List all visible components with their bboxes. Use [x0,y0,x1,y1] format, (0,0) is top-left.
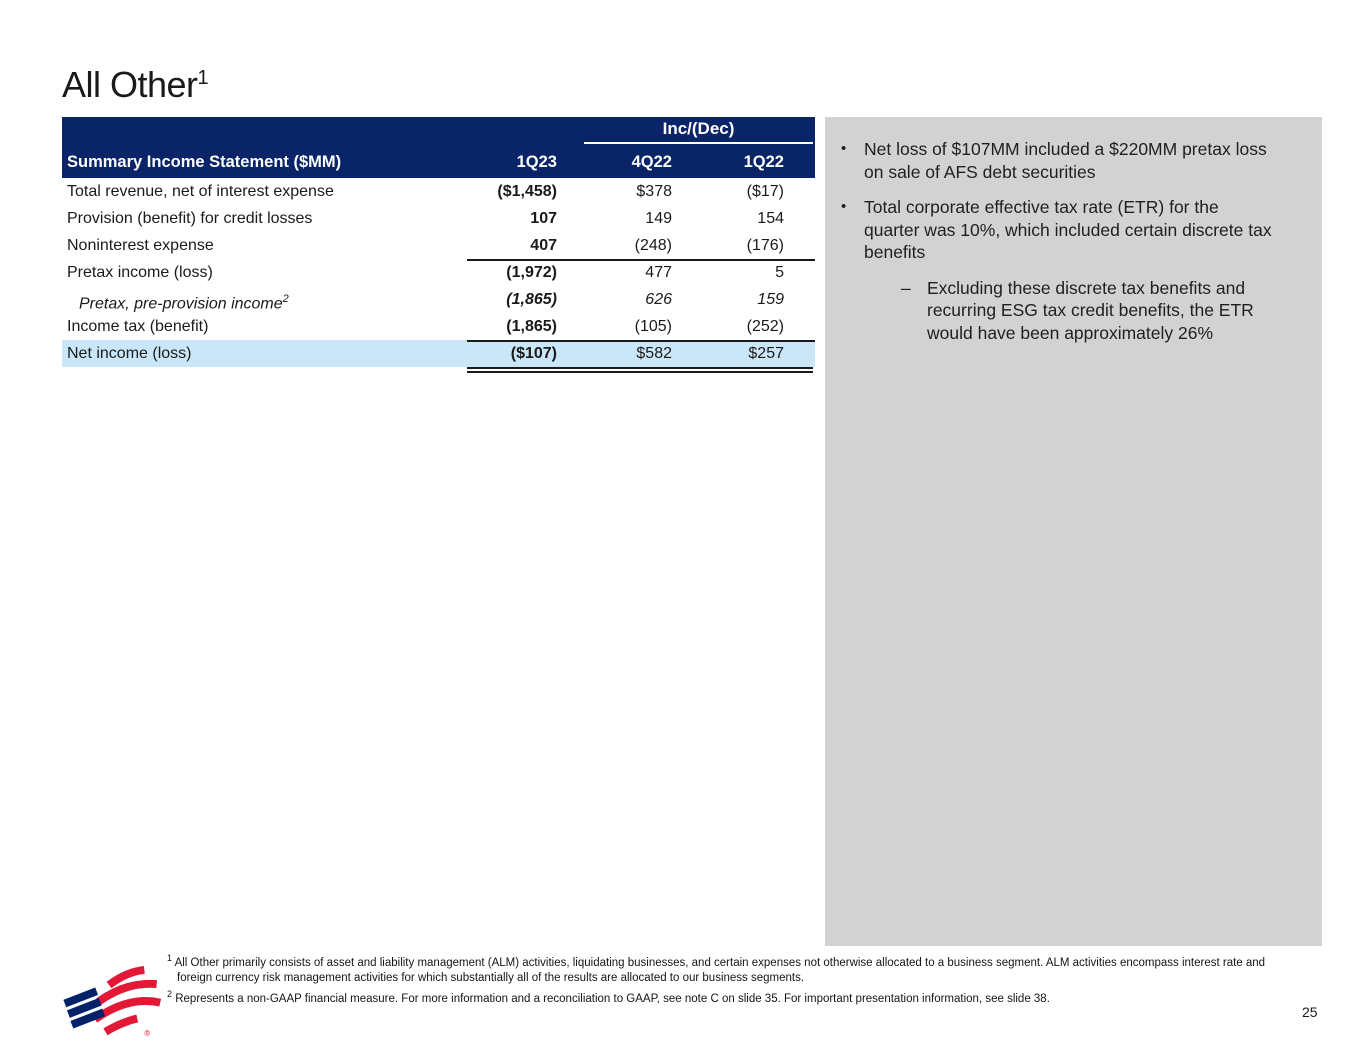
table-row [62,259,815,286]
row-label-text: Pretax, pre-provision income [79,295,283,313]
row-spacer [784,313,815,340]
bullet-line: Excluding these discrete tax benefits and [927,277,1246,298]
value-1q23: ($1,458) [497,183,557,200]
table-row-net-income [62,340,815,367]
bullet-line: on sale of AFS debt securities [864,161,1096,182]
bullet-text [864,196,1272,264]
value-4q22: (248) [634,237,672,254]
row-label: Net income (loss) [67,345,192,362]
value-1q23: 407 [530,237,557,254]
bullet-line: benefits [864,242,926,262]
value-4q22: (105) [634,318,672,335]
bank-of-america-flag-logo-icon [56,960,162,1045]
bullet-line: Total corporate effective tax rate (ETR) for the [864,197,1219,217]
page-title-footnote-ref: 1 [197,67,209,90]
inc-dec-group-header: Inc/(Dec) [584,119,813,144]
value-4q22: 626 [645,291,672,308]
bullet-item [838,196,1304,264]
footnote-1 [167,951,1297,987]
page-title [62,64,208,106]
income-statement-table [62,117,815,373]
footnote-2 [167,987,1297,1007]
table-header-group-row [62,117,815,146]
bullet-marker: • [841,140,847,157]
bullet-line: quarter was 10%, which included certain discrete tax [864,219,1272,240]
bullet-line: recurring ESG tax credit benefits, the ETR [927,300,1254,320]
table-row [62,232,815,259]
bullet-line: Net loss of $107MM included a $220MM pretax loss [864,139,1267,159]
column-header-spacer [784,146,815,178]
column-header-label: Summary Income Statement ($MM) [67,153,342,171]
table-row [62,286,815,313]
sub-bullet-text [927,277,1254,345]
footnotes [167,951,1297,1007]
value-4q22: 149 [645,210,672,227]
row-label: Noninterest expense [67,237,214,254]
value-1q22: 5 [672,259,784,286]
footnote-text: All Other primarily consists of asset and liability management (ALM) activities, liquidating businesses, and certain expenses not otherwise allocated to a business segment. ALM activities encompass interest rate and [174,956,1266,969]
bullet-text [864,138,1267,183]
highlights-panel [825,117,1322,946]
row-spacer [784,340,815,367]
table-column-headers [62,146,815,178]
row-spacer [784,205,815,232]
footnote-marker: 2 [167,988,173,999]
row-spacer [784,178,815,205]
value-1q22: (176) [746,237,784,254]
value-4q22: $582 [557,340,672,367]
row-label [62,286,467,313]
row-label: Total revenue, net of interest expense [67,183,334,200]
registered-mark: ® [144,1029,151,1039]
bullet-marker: • [841,198,847,215]
value-1q22: ($17) [746,183,784,200]
value-4q22: $378 [636,183,672,200]
page-number: 25 [1302,1004,1318,1020]
value-4q22: 477 [557,259,672,286]
row-spacer [784,286,815,313]
row-label: Income tax (benefit) [67,318,209,335]
value-1q23: (1,972) [467,259,557,286]
row-spacer [784,259,815,286]
footnote-text: foreign currency risk management activities for which substantially all of the results are allocated to our business segments. [177,972,805,985]
column-header-1q22: 1Q22 [743,153,784,171]
column-header-1q23: 1Q23 [516,153,557,171]
table-header [62,117,815,178]
row-label: Provision (benefit) for credit losses [67,210,313,227]
table-row [62,313,815,340]
table-row [62,178,815,205]
value-1q22: (252) [746,318,784,335]
sub-bullet-marker: – [901,277,911,298]
row-spacer [784,232,815,259]
bullet-item [838,138,1304,183]
value-1q23: ($107) [467,340,557,367]
table-bottom-double-rule [467,367,813,373]
page-title-text: All Other [62,64,198,106]
value-1q23: (1,865) [506,318,557,335]
value-1q22: 154 [757,210,784,227]
footnote-marker: 1 [167,953,173,963]
row-label: Pretax income (loss) [67,264,213,281]
sub-bullet-item [901,277,1304,345]
value-1q22: $257 [672,340,784,367]
table-row [62,205,815,232]
value-1q22: 159 [757,291,784,308]
footnote-text: Represents a non-GAAP financial measure. For more information and a reconciliation to GAAP, see note C on slide 35. For important presentation information, see slide 38. [175,992,1050,1005]
bullet-line: would have been approximately 26% [927,322,1214,343]
value-1q23: 107 [530,210,557,227]
row-label-footnote-ref: 2 [282,293,289,305]
column-header-4q22: 4Q22 [631,153,672,171]
value-1q23: (1,865) [506,291,557,308]
